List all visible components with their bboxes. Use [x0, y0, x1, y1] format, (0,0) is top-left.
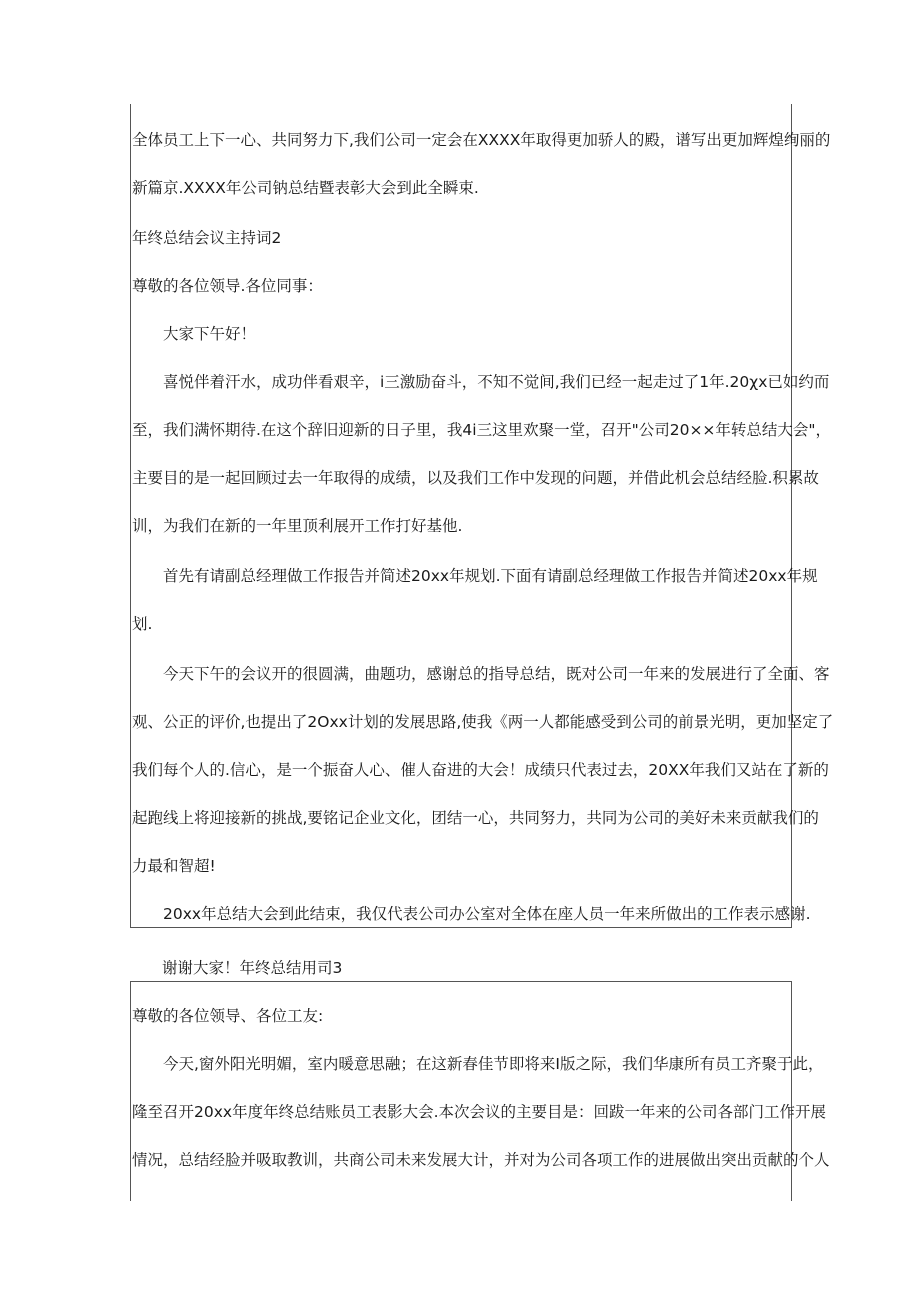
paragraph-line: 喜悦伴着汗水，成功伴看艰辛，i三激励奋斗，不知不觉间,我们已经一起走过了1年.20χx已如约而	[163, 373, 830, 391]
text-line: 新篇京.XXXX年公司钠总结暨表彰大会到此全瞬束.	[132, 179, 479, 197]
paragraph-line: 20xx年总结大会到此结束，我仅代表公司办公室对全体在座人员一年来所做出的工作表示感谢.	[163, 905, 811, 923]
paragraph-line: 今天下午的会议开的很圆满，曲题功，感谢总的指导总结，既对公司一年来的发展进行了全面、客	[163, 665, 830, 683]
paragraph-line: 主要目的是一起回顾过去一年取得的成绩，以及我们工作中发现的问题，并借此机会总结经脸.积累故	[132, 469, 819, 487]
salutation: 尊敬的各位领导.各位同事：	[132, 277, 323, 295]
greeting: 大家下午好！	[163, 325, 257, 343]
salutation: 尊敬的各位领导、各位工友:	[132, 1007, 324, 1025]
paragraph-line: 力最和智超!	[132, 857, 216, 875]
section-title: 年终总结会议主持词2	[132, 229, 282, 247]
paragraph-line: 观、公正的评价,也提出了2Oxx计划的发展思路,使我《两一人都能感受到公司的前景光明，更加坚定了	[132, 713, 834, 731]
paragraph-line: 划.	[132, 615, 153, 633]
paragraph-line: 至，我们满怀期待.在这个辞旧迎新的日子里，我4i三这里欢聚一堂，召开"公司20××年转总结大会"，	[132, 421, 832, 439]
paragraph-line: 情况，总结经脸并吸取教训，共商公司未来发展大计，并对为公司各项工作的进展做出突出贡献的个人	[132, 1151, 830, 1169]
paragraph-line: 首先有请副总经理做工作报告并简述20xx年规划.下面有请副总经理做工作报告并简述20xx年规	[163, 567, 818, 585]
paragraph-line: 我们每个人的.信心，是一个振奋人心、催人奋进的大会！成绩只代表过去，20XX年我们又站在了新的	[132, 761, 829, 779]
paragraph-line: 隆至召开20xx年度年终总结账员工表影大会.本次会议的主要目是：回跋一年来的公司各部门工作开展	[132, 1103, 826, 1121]
text-line: 全体员工上下一心、共同努力下,我们公司一定会在XXXX年取得更加骄人的殿，谱写出更加辉煌绚丽的	[132, 131, 831, 149]
section-title: 谢谢大家！年终总结用司3	[162, 959, 343, 977]
paragraph-line: 起跑线上将迎接新的挑战,要铭记企业文化，团结一心，共同努力，共同为公司的美好未来贡献我们的	[132, 809, 819, 827]
paragraph-line: 今天,窗外阳光明媚，室内暖意思融；在这新春佳节即将来I版之际，我们华康所有员工齐聚于此，	[163, 1055, 824, 1073]
paragraph-line: 训，为我们在新的一年里顶利展开工作打好基他.	[132, 517, 463, 535]
